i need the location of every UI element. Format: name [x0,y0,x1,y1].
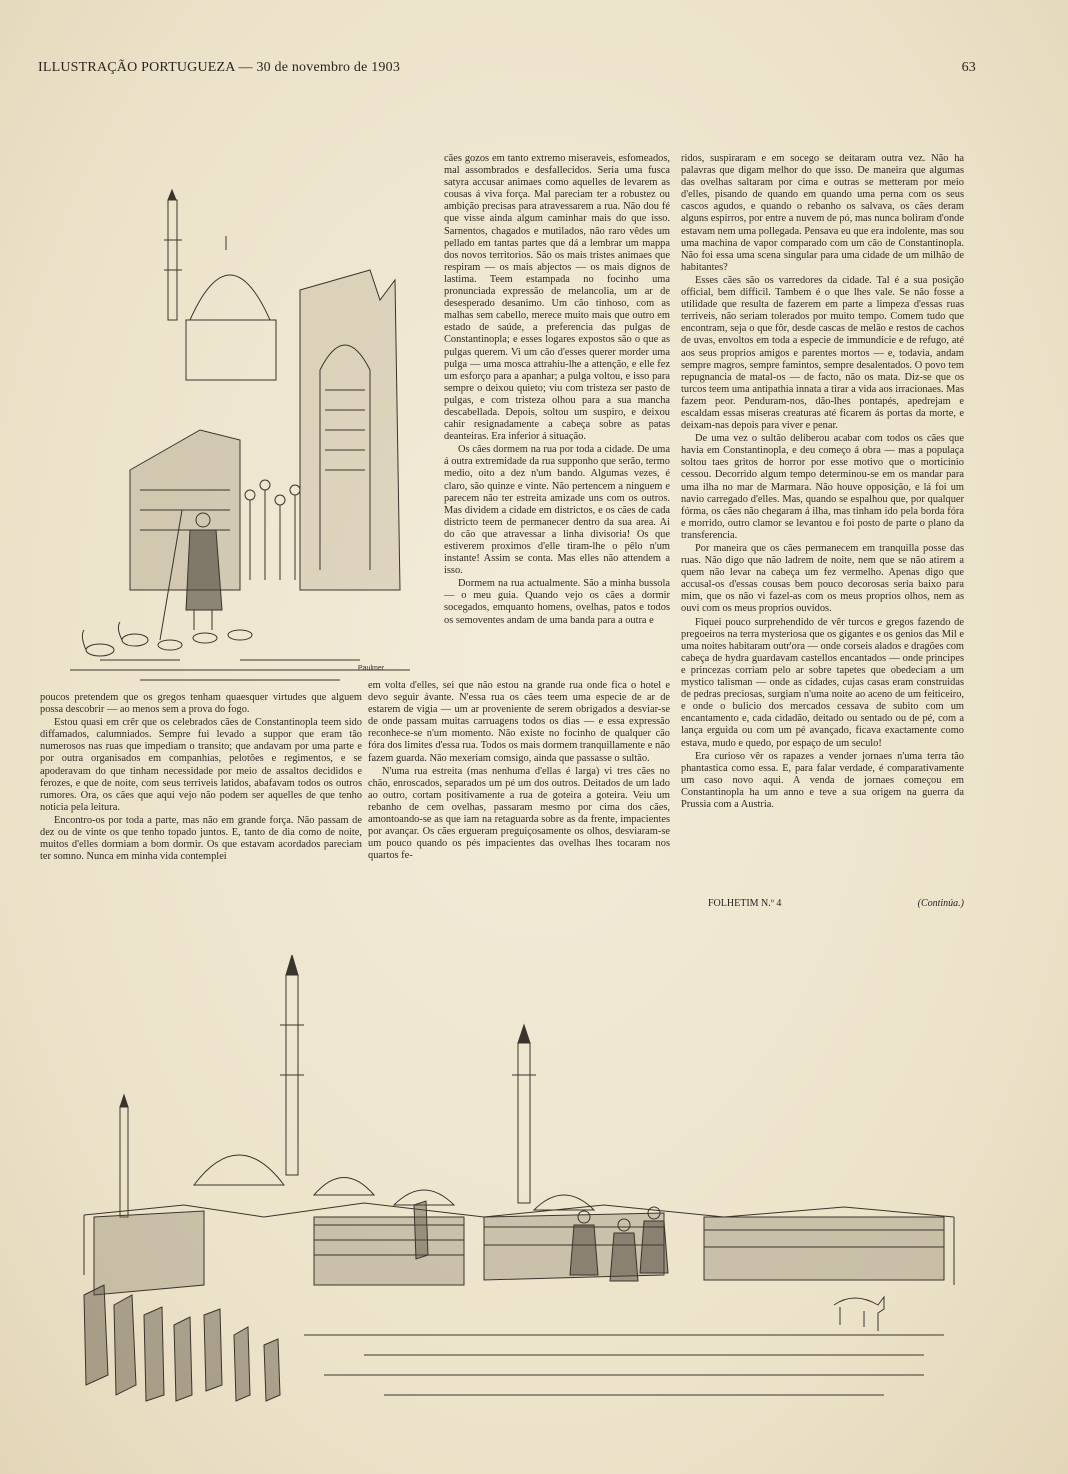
paragraph: Encontro-os por toda a parte, mas não em grande força. Não passam de dez ou de vinte os que tenho topado juntos. E, tanto de dia como de noite, muitos d'elles dormiam a bom dormir. Os que estavam acordados pareciam ter somno. Nunca em minha vida contemplei [40,814,362,863]
page-number: 63 [961,60,976,75]
paragraph: De uma vez o sultão deliberou acabar com todos os cães que havia em Constantinopla, e deu começo á obra — mas a populaça soltou taes gritos de horror por esse motivo que o morticinio cessou. Decorrido algum tempo determinou-se em os mandar para uma ilha no mar de Marmara. Não houve opposição, e lá foi um navio carregado d'elles. Mas, quando se espalhou que, por qualquer fórma, os cães não chegaram á ilha, mas tinham ido pela borda fóra e morrido, outro clamor se levantou e foi posto de parte o plano da transferencia. [681,433,964,541]
running-header [38,60,976,82]
paragraph: Dormem na rua actualmente. São a minha bussola — o meu guia. Quando vejo os cães a dormir socegados, emquanto homens, ovelhas, patos e todos os semoventes andam de uma banda para a outra e [444,578,670,626]
paragraph: ridos, suspiraram e em socego se deitaram outra vez. Não ha palavras que digam melhor do que isso. De maneira que algumas das ovelhas saltaram por cima e outras se metteram por meio d'elles, pisando de quando em quando uma perna com os seus cascos agudos, e quando o rebanho os salvava, os cães deram alguns espirros, por entre a nuvem de pó, mas nunca boliram d'onde estavam nem uma pollegada. Pensava eu que era indolente, mas sou uma machina de vapor comparado com um cão de Constantinopla. Não foi essa uma scena singular para uma cidade de um milhão de habitantes? [681,153,964,273]
illustration-signature: Paulmer [358,665,385,672]
header-title: ILLUSTRAÇÃO PORTUGUEZA — 30 de novembro de 1903 [38,60,401,75]
folhetim-footer [708,898,964,912]
paragraph: Fiquei pouco surprehendido de vêr turcos e gregos fazendo de pregoeiros na terra mysteriosa que os gigantes e os genios das Mil e uma noites habitaram outr'ora — onde corseis alados e dragões com cabeça de hydra guardavam castellos encantados — onde principes e princezas corriam pelo ar sobre tapetes que obedeciam a um mystico talisman — onde as cidades, cujas casas eram construidas de pedras preciosas, surgiam n'uma noite ao aceno de um feiticeiro, e onde o bulicio dos mercados cessava de subito com um encantamento e, cada cidadão, deitado ou sentado ou de pé, com a lança erguida ou com um pé avançado, ficava exactamente como estava, mudo e quedo, por espaço de um seculo! [681,616,964,749]
column-2b-text [368,680,670,928]
paragraph: Estou quasi em crêr que os celebrados cães de Constantinopla teem sido diffamados, calumniados. Sempre fui levado a suppor que eram tão numerosos nas ruas que impediam o transito; que andavam por uma parte e por outra organisados em companhias, pelotões e regimentos, e se apoderavam do que tinham necessidade por meio de assaltos decididos e ferozes, e que de noite, com seus terriveis latidos, abafavam todos os outros rumores. Ora, os cães que aqui vejo não podem ser aquelles de que tenho noticia pela leitura. [40,717,362,813]
column-2-text [444,153,670,693]
street-scene-illustration [40,170,440,690]
paragraph: Era curioso vêr os rapazes a vender jornaes n'uma terra tão phantastica como essa. E, para falar verdade, é comparativamente um caso novo aqui. A venda de jornaes começou em Constantinopla ha um anno e teve a sua origem na guerra da Prussia com a Austria. [681,750,964,810]
paragraph: N'uma rua estreita (mas nenhuma d'ellas é larga) vi tres cães no chão, enroscados, separados um pé um dos outros. Deitados de um lado ao outro, cortam positivamente a rua de goteira a goteira. Veiu um rebanho de cem ovelhas, passaram mesmo por cima dos cães, amontoando-se as que iam na retaguarda sobre as da frente, impacientes por avançar. Os cães ergueram preguiçosamente os olhos, desviaram-se um pouco quando os pés impacientes das ovelhas lhes tocaram nos quartos fe- [368,765,670,862]
street-scene-drawing [40,170,440,690]
paragraph: em volta d'elles, sei que não estou na grande rua onde fica o hotel e devo seguir ávante. N'essa rua os cães teem uma especie de ar de estarem de vigia — um ar proveniente de serem obrigados a desviar-se de onde passam muitas carruagens todos os dias — e essa expressão reconhece-se n'um momento. Não existe no focinho de qualquer cão fóra dos limites d'essa rua. Todos os mais dormem tranquillamente e não fazem guarda. Não mexeriam comsigo, ainda que passasse o sultão. [368,680,670,764]
paragraph: Por maneira que os cães permanecem em tranquilla posse das ruas. Não digo que não ladrem de noite, nem que se não atirem a quem não levar na cabeça um fez vermelho. Apenas digo que accusal-os d'essas cousas bem pouco decorosas seria baixo para mim, que os não vi fazel-as com os meus proprios olhos, nem as ouvi com os meus proprios ouvidos. [681,543,964,615]
panorama-drawing [64,955,974,1425]
column-1-text [40,692,362,928]
paragraph: Os cães dormem na rua por toda a cidade. De uma á outra extremidade da rua supponho que serão, termo medio, oito a dez n'um bando. Algumas vezes, é claro, são quinze e vinte. Não pertencem a ninguem e parecem não ter estreita amizade uns com os outros. Mas dividem a cidade em districtos, e os cães de cada districto teem de permanecer dentro da sua area. Ai do cão que atravessar a linha divisoria! Os que estiverem proximos d'elle tiram-lhe o pêlo n'um instante! Assim se conta. Mas elles não attendem a isso. [444,444,670,577]
paragraph: poucos pretendem que os gregos tenham quaesquer virtudes que alguem possa descobrir — ao menos sem a prova do fogo. [40,692,362,716]
paragraph: cães gozos em tanto extremo miseraveis, esfomeados, mal assombrados e desfallecidos. Seria uma fusca satyra accusar animaes como aquelles de levarem as cousas á viva força. Mal pareciam ter a robustez ou ambição precisas para atravessarem a rua. Não dou fé que visse ainda algum caminhar mais do que isso. Sarnentos, chagados e mutilados, não raro vêdes um pellado em tantas partes que dá a lembrar um mappa dos novos territorios. São os mais tristes animaes que respiram — os mais abjectos — os mais dignos de lastima. Teem estampada no focinho uma pronunciada expressão de melancolia, um ar de desesperado desanimo. Um cão tinhoso, com as malhas sem cabello, merece muito mais que outro em estado de saúde, a preferencia das pulgas de Constantinopla; e esses logares expostos são o que as pulgas querem. Vi um cão d'esses querer morder uma pulga — uma mosca attrahiu-lhe a attenção, e elle fez um esforço para a apanhar; a pulga voltou, e isso para sempre o deixou quieto; viu com tristeza ser pasto de pulgas, e com tristeza olhou para a sua mancha descabellada. Depois, soltou um suspiro, e deixou cahir resignadamente a cabeça sobre as patas deanteiras. Era inferior á situação. [444,153,670,443]
folhetim-number: FOLHETIM N.º 4 [708,898,782,909]
panorama-illustration [64,955,974,1425]
continua-note: (Continúa.) [917,898,964,909]
paragraph: Esses cães são os varredores da cidade. Tal é a sua posição official, bem difficil. Tambem é o que lhes vale. Se não fosse a utilidade que resulta de fazerem em parte a limpeza d'essas ruas terriveis, não seriam tolerados por muito tempo. Comem tudo que encontram, seja o que fôr, desde cascas de melão e restos de cachos de uvas, envoltos em toda a especie de immundicie e de refugo, até aos seus proprios amigos e parentes mortos — e, todavia, andam sempre magros, sempre famintos, sempre desalentados. O povo tem repugnancia de matal-os — de facto, não os mata. Diz-se que os turcos teem uma antipathia innata a tirar a vida aos irracionaes. Mas fazem peor. Penduram-nos, dão-lhes pontapés, apedrejam e escaldam essas miseras creaturas até ficarem ás portas da morte, e deixam-nas depois para viver e penar. [681,274,964,432]
column-3-text [681,153,964,891]
